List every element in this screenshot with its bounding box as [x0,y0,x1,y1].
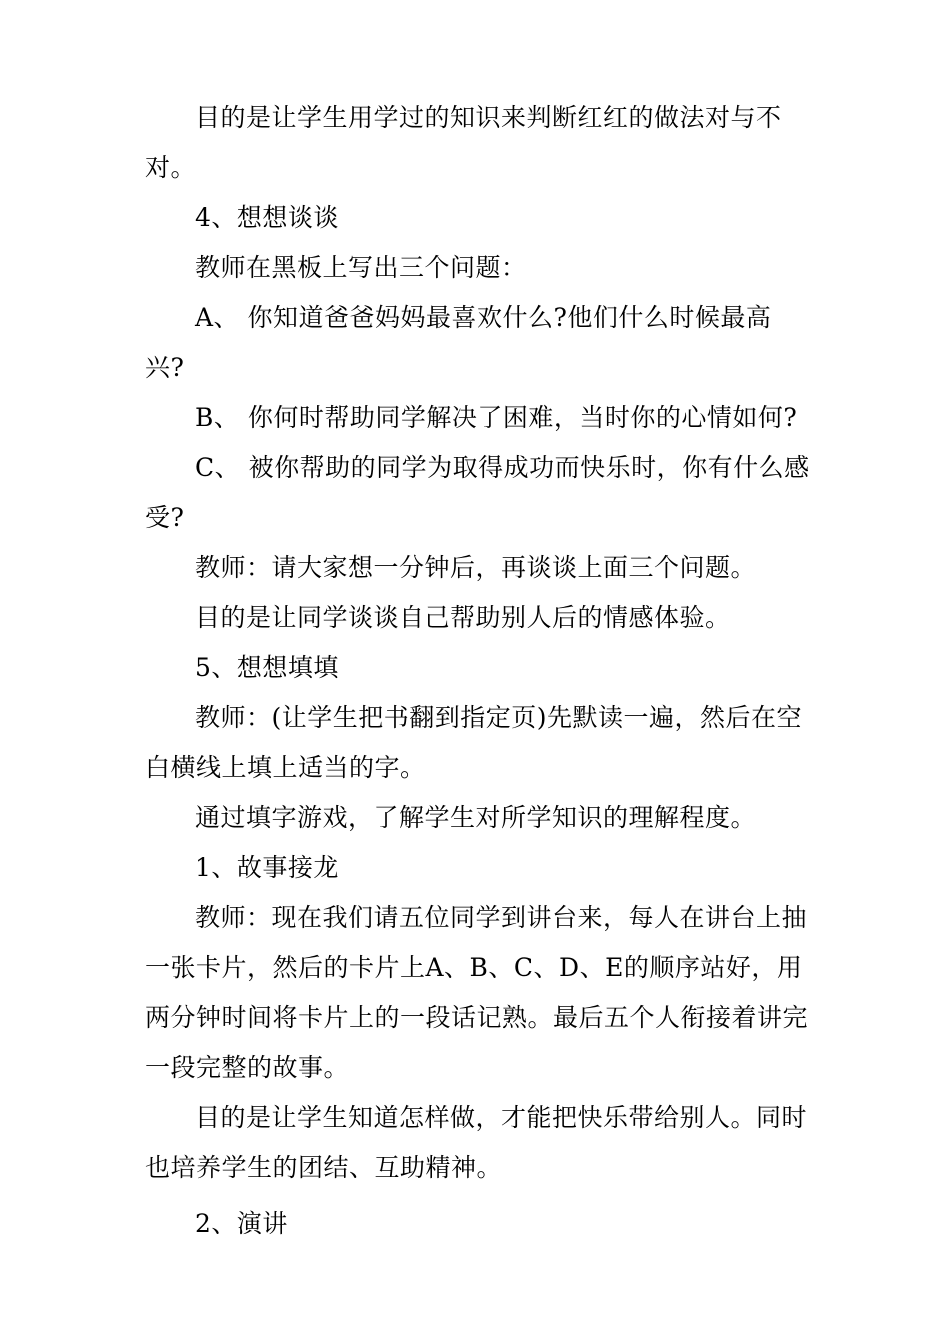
paragraph: 通过填字游戏，了解学生对所学知识的理解程度。 [195,803,757,832]
paragraph: 目的是让学生知道怎样做，才能把快乐带给别人。同时也培养学生的团结、互助精神。 [145,1103,808,1182]
section-heading: 4、想想谈谈 [195,203,339,232]
section-heading: 5、想想填填 [195,653,339,682]
paragraph: 教师在黑板上写出三个问题： [195,253,527,282]
paragraph: 教师：请大家想一分钟后，再谈谈上面三个问题。 [195,553,757,582]
question-b: B、 你何时帮助同学解决了困难，当时你的心情如何? [195,403,798,432]
paragraph: 目的是让学生用学过的知识来判断红红的做法对与不对。 [145,103,782,182]
paragraph: 教师：现在我们请五位同学到讲台来，每人在讲台上抽一张卡片，然后的卡片上A、B、C、D、E的顺序站好，用两分钟时间将卡片上的一段话记熟。最后五个人衔接着讲完一段完整的故事。 [145,903,809,1082]
section-heading: 1、故事接龙 [195,853,339,882]
paragraph: 目的是让同学谈谈自己帮助别人后的情感体验。 [195,603,731,632]
question-c: C、 被你帮助的同学为取得成功而快乐时，你有什么感受? [145,453,810,532]
question-a: A、 你知道爸爸妈妈最喜欢什么?他们什么时候最高兴? [145,303,772,382]
document-body [145,93,810,1249]
paragraph: 教师：(让学生把书翻到指定页)先默读一遍，然后在空白横线上填上适当的字。 [145,703,803,782]
section-heading: 2、演讲 [195,1209,288,1238]
